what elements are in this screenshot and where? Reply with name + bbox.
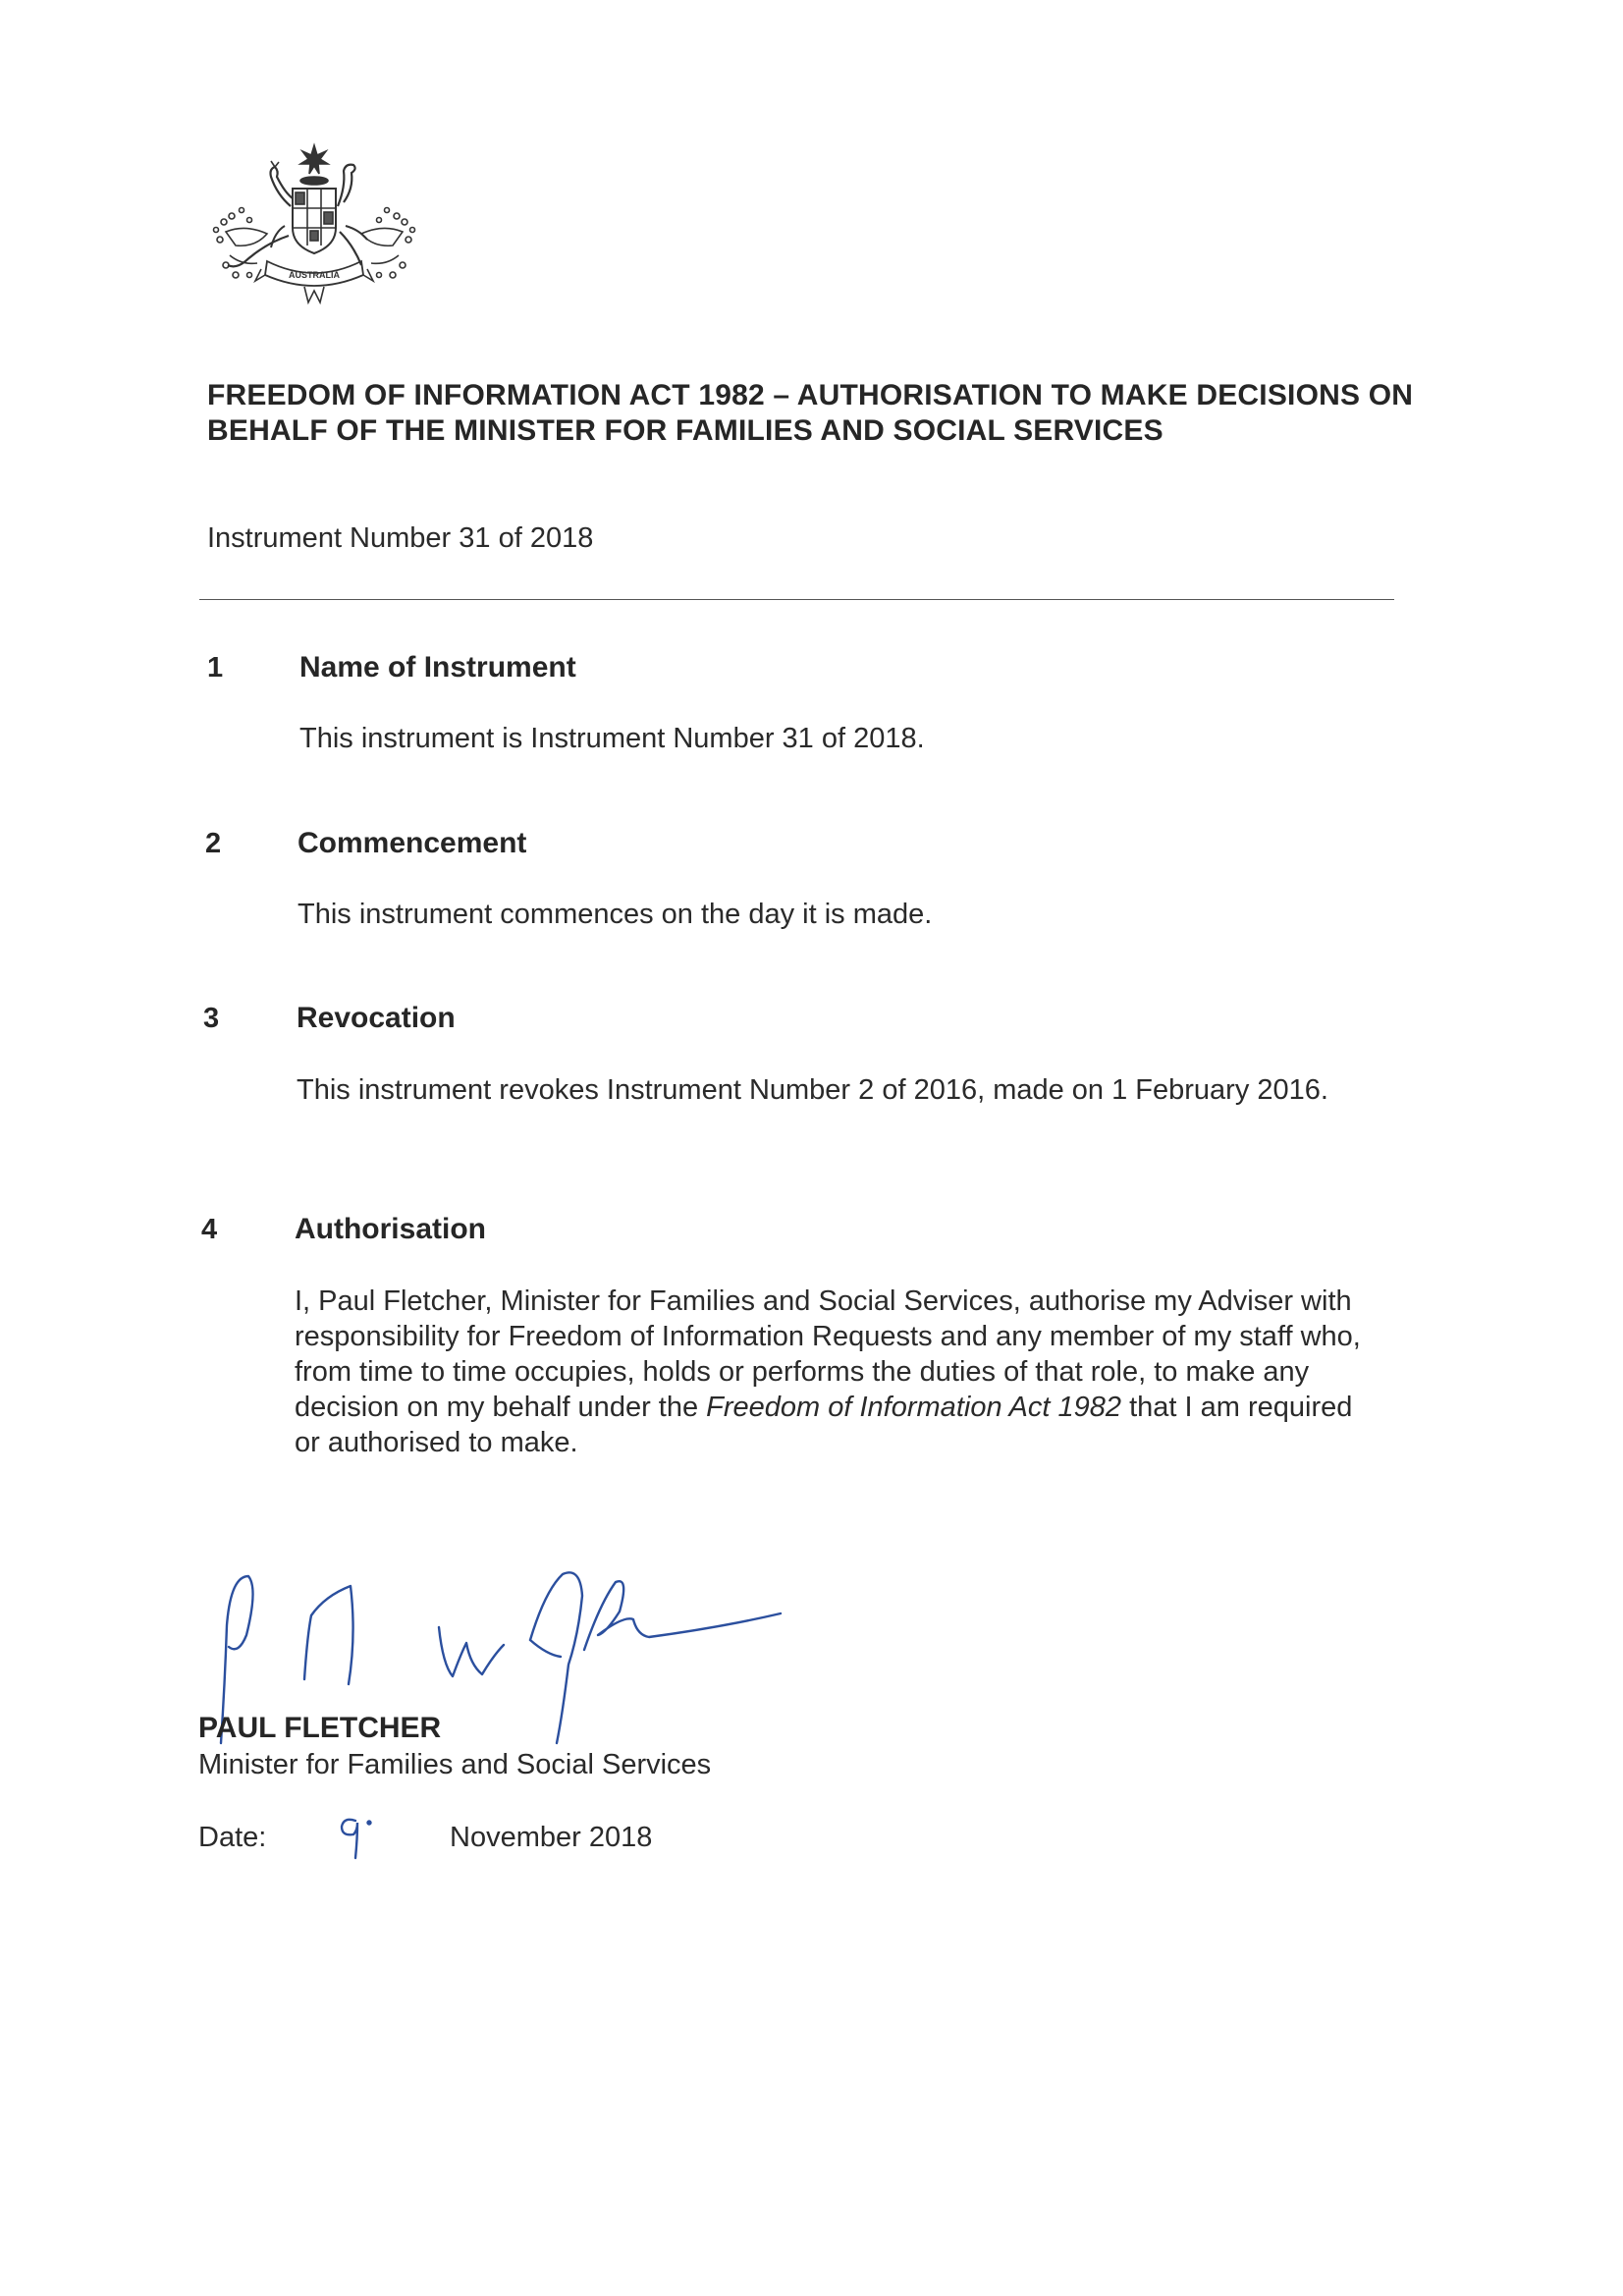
section-body: This instrument commences on the day it is made. — [298, 899, 933, 930]
handwritten-date-day — [334, 1809, 383, 1863]
section-heading: Revocation — [297, 1002, 456, 1034]
horizontal-rule — [199, 599, 1394, 600]
authorisation-act-name: Freedom of Information Act 1982 — [706, 1392, 1122, 1423]
section-number: 2 — [205, 828, 222, 859]
section-heading: Name of Instrument — [299, 651, 576, 683]
authorisation-text-part2: that I am required or authorised to make. — [295, 1392, 1353, 1458]
document-title: FREEDOM OF INFORMATION ACT 1982 – AUTHORISATION TO MAKE DECISIONS ON BEHALF OF THE MINISTER FOR FAMILIES AND SOCIAL SERVICES — [207, 379, 1414, 447]
authorisation-text-part1: I, Paul Fletcher, Minister for Families and Social Services, authorise my Adviser with responsibility for Freedom of Information Requests and any member of my staff who, from time to time occupies, holds or performs the duties of that role, to make any decision on my behalf under the — [295, 1285, 1361, 1423]
crest-scroll-text: AUSTRALIA — [289, 270, 340, 280]
signatory-title: Minister for Families and Social Services — [198, 1749, 712, 1780]
section-number: 1 — [207, 652, 224, 683]
signatory-name: PAUL FLETCHER — [198, 1712, 442, 1744]
date-label: Date: — [198, 1822, 267, 1853]
section-body: This instrument is Instrument Number 31 of 2018. — [299, 723, 925, 754]
section-number: 4 — [201, 1214, 218, 1245]
section-number: 3 — [203, 1003, 220, 1034]
section-heading: Authorisation — [295, 1213, 486, 1245]
date-month-year: November 2018 — [450, 1822, 653, 1853]
section-heading: Commencement — [298, 827, 527, 859]
section-body: This instrument revokes Instrument Number 2 of 2016, made on 1 February 2016. — [297, 1074, 1328, 1106]
section-body-authorisation — [295, 1284, 1370, 1460]
instrument-number-line: Instrument Number 31 of 2018 — [207, 522, 594, 554]
australian-coat-of-arms-icon — [206, 137, 422, 309]
